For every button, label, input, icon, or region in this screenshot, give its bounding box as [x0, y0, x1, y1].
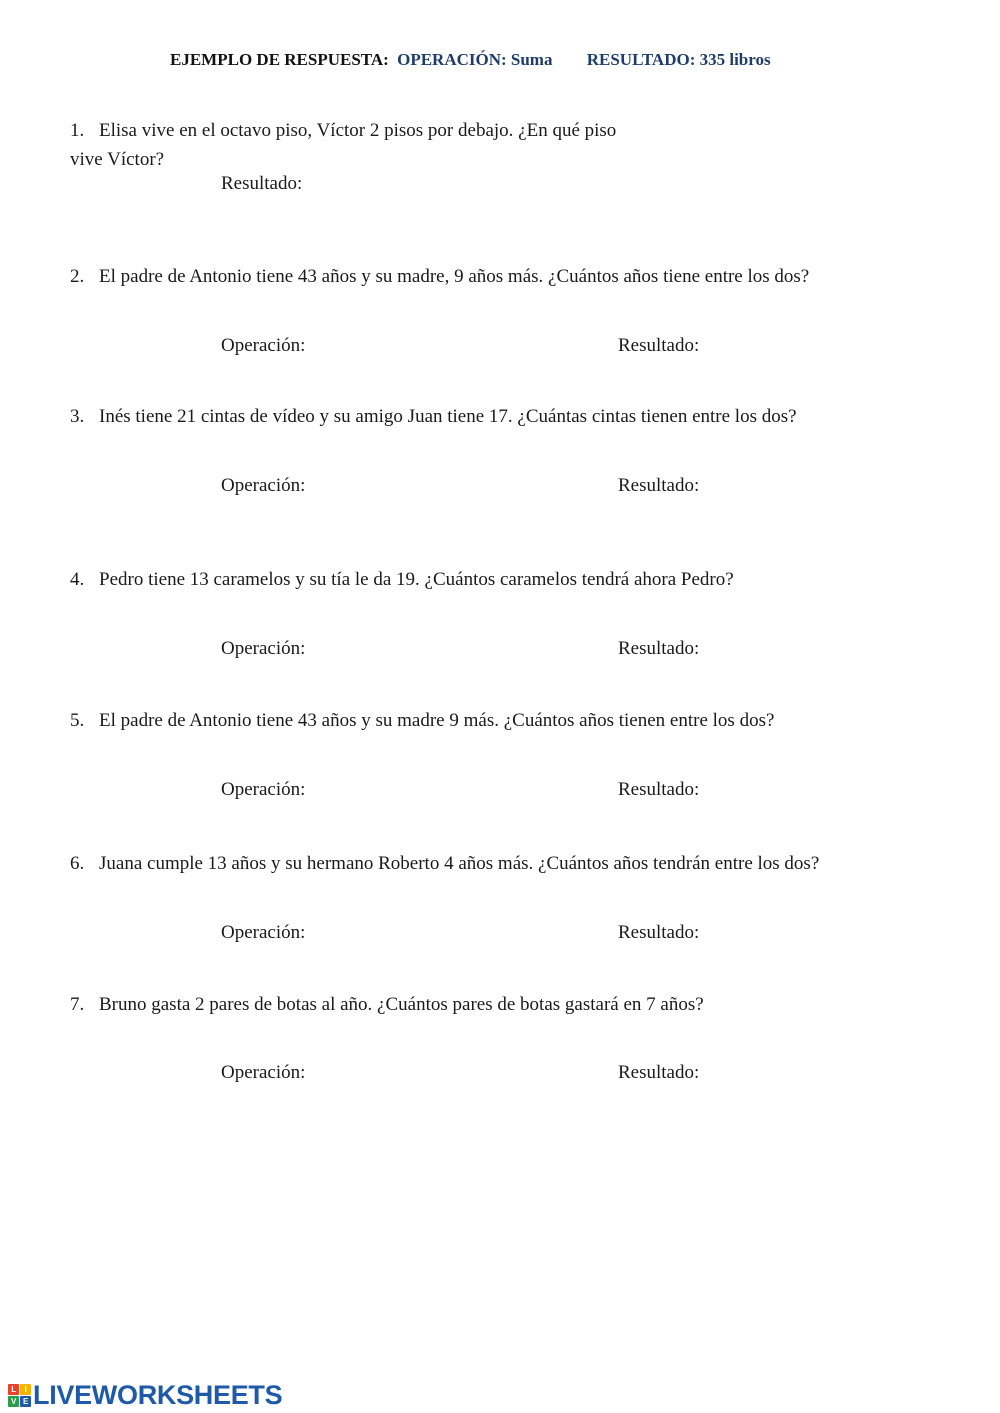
operation-field-4[interactable]: Operación:: [221, 638, 306, 659]
operation-field-5[interactable]: Operación:: [221, 779, 306, 800]
logo-tile: V: [8, 1396, 19, 1407]
logo-text: LIVEWORKSHEETS: [33, 1380, 283, 1410]
result-field-6[interactable]: Resultado:: [618, 922, 700, 943]
logo-tile: I: [20, 1384, 31, 1395]
liveworksheets-logo[interactable]: [8, 1380, 282, 1411]
question-number: 2.: [70, 266, 85, 287]
example-label: EJEMPLO DE RESPUESTA: [170, 50, 384, 69]
question-1: [70, 117, 616, 145]
question-number: 7.: [70, 994, 85, 1015]
logo-tile: E: [20, 1396, 31, 1407]
result-field-7[interactable]: Resultado:: [618, 1062, 700, 1083]
question-4: [70, 566, 734, 594]
logo-mark-icon: [8, 1384, 31, 1407]
question-7: [70, 991, 704, 1019]
question-3: [70, 403, 797, 431]
result-field-1[interactable]: Resultado:: [221, 173, 303, 194]
result-field-3[interactable]: Resultado:: [618, 475, 700, 496]
example-result: RESULTADO: 335 libros: [586, 50, 771, 69]
question-text: Elisa vive en el octavo piso, Víctor 2 pisos por debajo. ¿En qué piso: [99, 120, 617, 141]
question-text: El padre de Antonio tiene 43 años y su madre, 9 años más. ¿Cuántos años tiene entre los dos?: [99, 266, 810, 287]
question-number: 5.: [70, 710, 85, 731]
question-1-continuation: vive Víctor?: [70, 149, 165, 170]
question-text: Pedro tiene 13 caramelos y su tía le da 19. ¿Cuántos caramelos tendrá ahora Pedro?: [99, 569, 734, 590]
example-separator: :: [383, 50, 389, 69]
question-6: [70, 850, 819, 878]
question-5: [70, 707, 774, 735]
result-field-2[interactable]: Resultado:: [618, 335, 700, 356]
logo-tile: L: [8, 1384, 19, 1395]
question-number: 1.: [70, 120, 85, 141]
question-2: [70, 263, 809, 291]
question-number: 6.: [70, 853, 85, 874]
example-operation: OPERACIÓN: Suma: [397, 50, 553, 69]
result-field-5[interactable]: Resultado:: [618, 779, 700, 800]
example-answer-header: [170, 50, 771, 70]
operation-field-2[interactable]: Operación:: [221, 335, 306, 356]
operation-field-3[interactable]: Operación:: [221, 475, 306, 496]
question-text: El padre de Antonio tiene 43 años y su madre 9 más. ¿Cuántos años tienen entre los dos?: [99, 710, 775, 731]
operation-field-6[interactable]: Operación:: [221, 922, 306, 943]
question-text: Bruno gasta 2 pares de botas al año. ¿Cuántos pares de botas gastará en 7 años?: [99, 994, 704, 1015]
question-text: Juana cumple 13 años y su hermano Roberto 4 años más. ¿Cuántos años tendrán entre los dos?: [99, 853, 820, 874]
question-text: Inés tiene 21 cintas de vídeo y su amigo Juan tiene 17. ¿Cuántas cintas tienen entre los dos?: [99, 406, 797, 427]
question-number: 3.: [70, 406, 85, 427]
result-field-4[interactable]: Resultado:: [618, 638, 700, 659]
question-number: 4.: [70, 569, 85, 590]
operation-field-7[interactable]: Operación:: [221, 1062, 306, 1083]
